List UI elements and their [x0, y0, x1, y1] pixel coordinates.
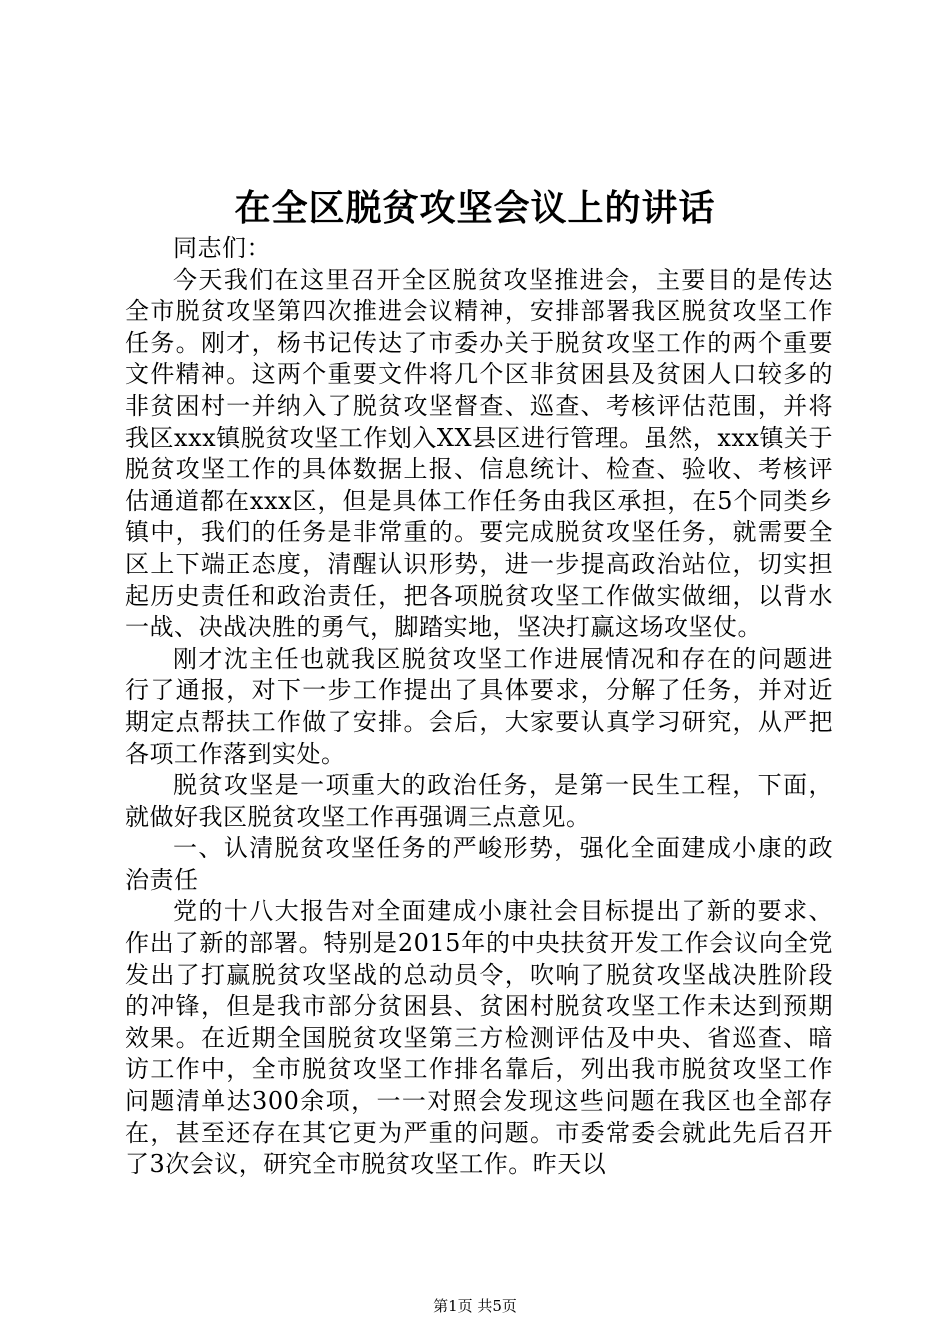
paragraph: 脱贫攻坚是一项重大的政治任务，是第一民生工程，下面，就做好我区脱贫攻坚工作再强调三点意见。 — [125, 771, 833, 831]
document-body — [125, 233, 833, 1181]
paragraph-salutation: 同志们： — [173, 234, 271, 262]
paragraph: 党的十八大报告对全面建成小康社会目标提出了新的要求、作出了新的部署。特别是2015年的中央扶贫开发工作会议向全党发出了打赢脱贫攻坚战的总动员令，吹响了脱贫攻坚战决胜阶段的冲锋，但是我市部分贫困县、贫困村脱贫攻坚工作未达到预期效果。在近期全国脱贫攻坚第三方检测评估及中央、省巡查、暗访工作中，全市脱贫攻坚工作排名靠后，列出我市脱贫攻坚工作问题清单达300余项，一一对照会发现这些问题在我区也全部存在，甚至还存在其它更为严重的问题。市委常委会就此先后召开了3次会议，研究全市脱贫攻坚工作。昨天以 — [125, 897, 833, 1179]
document-title: 在全区脱贫攻坚会议上的讲话 — [234, 187, 716, 229]
paragraph: 今天我们在这里召开全区脱贫攻坚推进会，主要目的是传达全市脱贫攻坚第四次推进会议精神，安排部署我区脱贫攻坚工作任务。刚才，杨书记传达了市委办关于脱贫攻坚工作的两个重要文件精神。这两个重要文件将几个区非贫困县及贫困人口较多的非贫困村一并纳入了脱贫攻坚督查、巡查、考核评估范围，并将我区xxx镇脱贫攻坚工作划入XX县区进行管理。虽然，xxx镇关于脱贫攻坚工作的具体数据上报、信息统计、检查、验收、考核评估通道都在xxx区，但是具体工作任务由我区承担，在5个同类乡镇中，我们的任务是非常重的。要完成脱贫攻坚任务，就需要全区上下端正态度，清醒认识形势，进一步提高政治站位，切实担起历史责任和政治责任，把各项脱贫攻坚工作做实做细，以背水一战、决战决胜的勇气，脚踏实地，坚决打赢这场攻坚仗。 — [125, 265, 833, 642]
paragraph: 刚才沈主任也就我区脱贫攻坚工作进展情况和存在的问题进行了通报，对下一步工作提出了具体要求，分解了任务，并对近期定点帮扶工作做了安排。会后，大家要认真学习研究，从严把各项工作落到实处。 — [125, 644, 833, 768]
section-heading: 一、认清脱贫攻坚任务的严峻形势，强化全面建成小康的政治责任 — [125, 834, 833, 894]
page-footer: 第1页 共5页 — [433, 1297, 517, 1315]
